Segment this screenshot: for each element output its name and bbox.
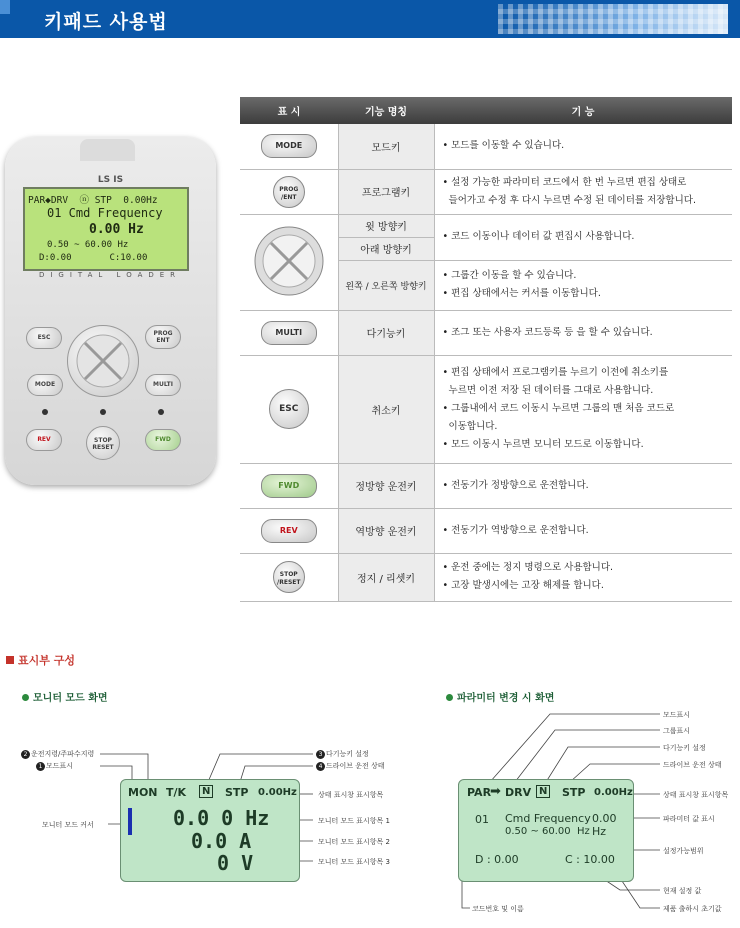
lcd-line-5: D:0.00 C:10.00 — [39, 253, 148, 263]
monitor-item-1: 0.0 0 Hz — [173, 806, 270, 830]
lcd-group: DRV — [505, 786, 532, 799]
function-name: 윗 방향키 — [338, 214, 434, 237]
cross-arrows-icon — [68, 326, 138, 396]
prog-ent-key-icon: PROG /ENT — [273, 176, 305, 208]
rev-key[interactable]: REV — [26, 429, 62, 451]
col-function: 기 능 — [434, 97, 732, 124]
fwd-key[interactable]: FWD — [145, 429, 181, 451]
header-corner-mark — [0, 0, 10, 14]
table-row: REV 역방향 운전키 • 전동기가 역방향으로 운전합니다. — [240, 508, 732, 553]
callout-multi-key: 3 다기능키 설정 — [316, 749, 369, 759]
header-mosaic-decoration — [498, 4, 728, 34]
direction-key-pad[interactable] — [67, 325, 139, 397]
monitor-item-3: 0 V — [217, 851, 254, 875]
device-loader-label: DIGITAL LOADER — [38, 271, 182, 279]
function-name: 다기능키 — [338, 310, 434, 355]
param-name: Cmd Frequency — [505, 812, 591, 825]
callout-item-1: 모니터 모드 표시항목 1 — [318, 817, 390, 825]
callout-multi-key: 다기능키 설정 — [663, 744, 706, 752]
fwd-key-icon: FWD — [261, 474, 317, 498]
callout-factory-value: 제품 출하시 초기값 — [663, 905, 722, 913]
callout-drive-state: 4 드라이브 운전 상태 — [316, 761, 385, 771]
callout-range: 설정가능범위 — [663, 847, 704, 855]
table-row: PROG /ENT 프로그램키 • 설정 가능한 파라미터 코드에서 한 번 누르면 편집 상태로 들어가고 수정 후 다시 누르면 수정 된 데이터를 저장합니다. — [240, 169, 732, 214]
green-dot-icon — [22, 694, 29, 701]
mode-key[interactable]: MODE — [27, 374, 63, 396]
param-value: 0.00 Hz — [592, 812, 617, 838]
direction-keys-icon — [252, 224, 326, 298]
callout-mode-display: 모드표시 — [663, 711, 691, 719]
table-row: 왼쪽 / 오른쪽 방향키 • 그룹간 이동을 할 수 있습니다. • 편집 상태에서는 커서를 이동합니다. — [240, 260, 732, 310]
monitor-lcd-panel — [120, 779, 300, 882]
table-row: FWD 정방향 운전키 • 전동기가 정방향으로 운전합니다. — [240, 463, 732, 508]
callout-param-value: 파라미터 값 표시 — [663, 815, 715, 823]
table-row: MODE 모드키 • 모드를 이동할 수 있습니다. — [240, 124, 732, 169]
keypad-function-table — [240, 97, 732, 602]
lcd-mode: PAR — [467, 786, 492, 799]
function-name: 취소키 — [338, 355, 434, 463]
callout-group-display: 그룹표시 — [663, 727, 691, 735]
keypad-top-tab — [80, 139, 135, 161]
lcd-source: T/K — [166, 786, 187, 799]
callout-mode-display: 1 모드표시 — [36, 761, 73, 771]
stop-reset-key[interactable]: STOP RESET — [86, 426, 120, 460]
lcd-status: 0.00Hz — [258, 787, 297, 798]
monitor-item-2: 0.0 A — [191, 829, 252, 853]
table-row: MULTI 다기능키 • 조그 또는 사용자 코드등록 등 을 할 수 있습니다. — [240, 310, 732, 355]
arrow-right-icon: ➡ — [490, 784, 501, 799]
param-factory: C : 10.00 — [565, 853, 615, 866]
function-name: 왼쪽 / 오른쪽 방향키 — [338, 260, 434, 310]
mode-key-icon: MODE — [261, 134, 317, 158]
function-name: 정방향 운전키 — [338, 463, 434, 508]
col-display: 표 시 — [240, 97, 338, 124]
lcd-line-2: 01 Cmd Frequency — [47, 206, 163, 220]
esc-key-icon: ESC — [269, 389, 309, 429]
esc-key[interactable]: ESC — [26, 327, 62, 349]
lcd-state: STP — [562, 786, 586, 799]
callout-code-name: 코드번호 및 이름 — [472, 905, 524, 913]
callout-item-3: 모니터 모드 표시항목 3 — [318, 858, 390, 866]
led-dot — [42, 409, 48, 415]
param-range: 0.50 ~ 60.00 Hz — [505, 826, 590, 837]
callout-status-item: 상태 표시창 표시항목 — [663, 791, 729, 799]
multi-key[interactable]: MULTI — [145, 374, 181, 396]
param-current: D : 0.00 — [475, 853, 519, 866]
lcd-mode: MON — [128, 786, 158, 799]
table-row: STOP /RESET 정지 / 리셋키 • 운전 중에는 정지 명령으로 사용합니다. • 고장 발생시에는 고장 해제를 합니다. — [240, 553, 732, 601]
lcd-line-4: 0.50 ~ 60.00 Hz — [47, 240, 129, 250]
function-name: 프로그램키 — [338, 169, 434, 214]
lcd-state: STP — [225, 786, 249, 799]
red-square-icon — [6, 656, 14, 664]
callout-status-item: 상태 표시창 표시항목 — [318, 791, 384, 799]
table-header-row — [240, 97, 732, 124]
page-title: 키패드 사용법 — [44, 11, 168, 33]
led-dot — [158, 409, 164, 415]
lcd-line-1: PAR◆DRV ⓝ STP 0.00Hz — [28, 195, 158, 206]
table-row: ESC 취소키 • 편집 상태에서 프로그램키를 누르기 이전에 취소키를 누르면 이전 저장 된 데이터를 그대로 사용합니다. • 그룹내에서 코드 이동시 누르면 그룹의 맨 처음 코드로 이동합니다. • 모드 이동시 누르면 모니터 모드로 이동합니다. — [240, 355, 732, 463]
col-function-name: 기능 명칭 — [338, 97, 434, 124]
prog-key[interactable]: PROG ENT — [145, 325, 181, 349]
table-row: 윗 방향키 • 코드 이동이나 데이터 값 편집시 사용합니다. — [240, 214, 732, 237]
monitor-mode-title: 모니터 모드 화면 — [22, 689, 108, 704]
lcd-line-3: 0.00 Hz — [89, 222, 144, 237]
rev-key-icon: REV — [261, 519, 317, 543]
lcd-multi: N — [199, 785, 213, 798]
callout-item-2: 모니터 모드 표시항목 2 — [318, 838, 390, 846]
multi-key-icon: MULTI — [261, 321, 317, 345]
lcd-status: 0.00Hz — [594, 787, 633, 798]
monitor-cursor-bar — [128, 808, 132, 835]
function-name: 모드키 — [338, 124, 434, 169]
function-name: 정지 / 리셋키 — [338, 553, 434, 601]
section-title: 표시부 구성 — [6, 652, 75, 668]
callout-current-value: 현재 설정 값 — [663, 887, 702, 895]
param-code: 01 — [475, 813, 489, 826]
callout-cursor: 모니터 모드 커서 — [42, 821, 94, 829]
led-dot — [100, 409, 106, 415]
param-lcd-panel — [458, 779, 634, 882]
callout-drive-state: 드라이브 운전 상태 — [663, 761, 722, 769]
function-name: 역방향 운전키 — [338, 508, 434, 553]
function-name: 아래 방향키 — [338, 237, 434, 260]
callout-command-source: 2 운전지령/주파수지령 — [21, 749, 94, 759]
lcd-multi: N — [536, 785, 550, 798]
stop-reset-key-icon: STOP /RESET — [273, 561, 305, 593]
device-brand: LS IS — [97, 175, 124, 185]
device-lcd — [23, 187, 189, 271]
param-mode-title: 파라미터 변경 시 화면 — [446, 689, 554, 704]
